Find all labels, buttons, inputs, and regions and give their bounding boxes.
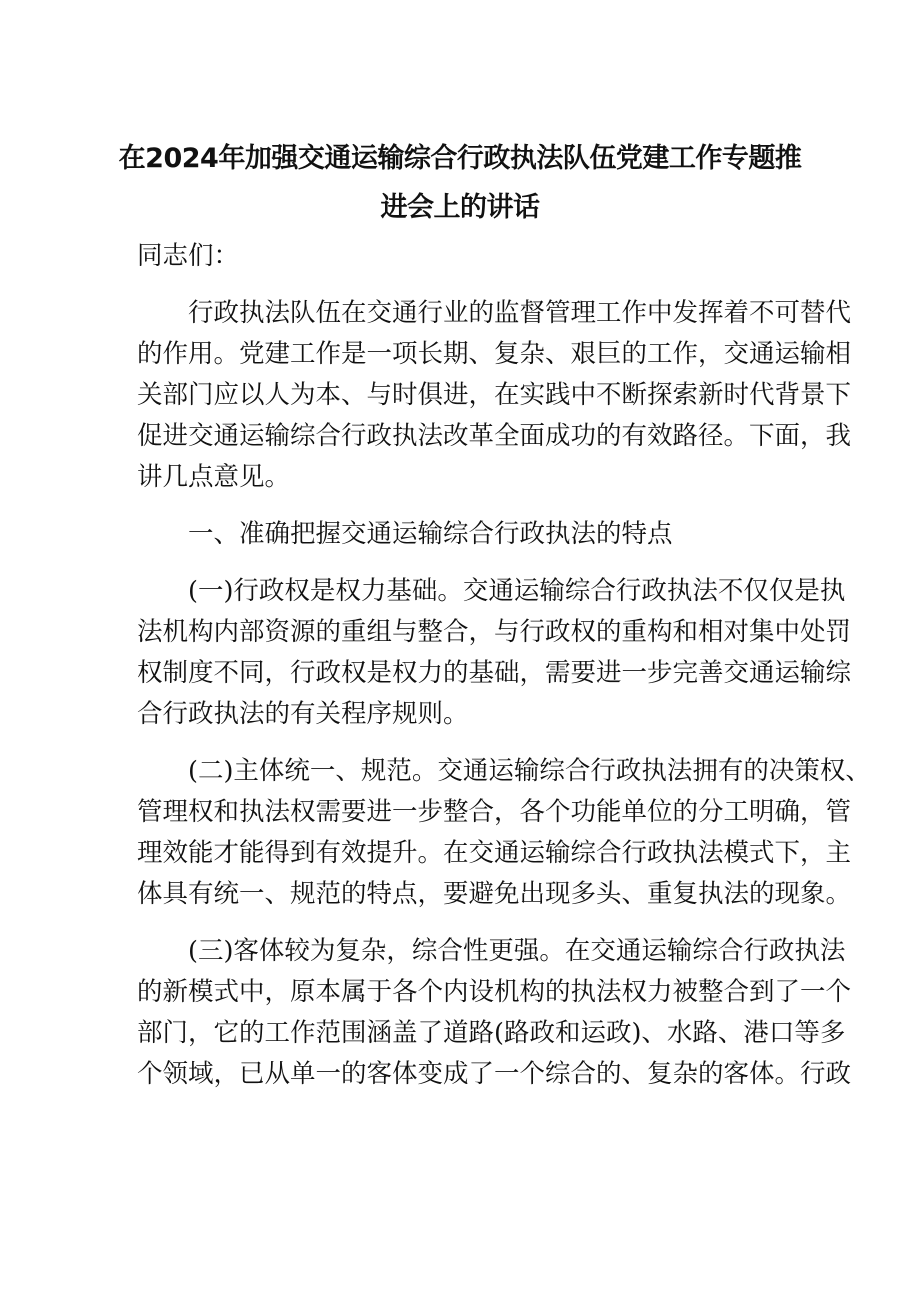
paragraph-line: 行政执法队伍在交通行业的监督管理工作中发挥着不可替代: [188, 298, 852, 328]
paragraph-line: (一)行政权是权力基础。交通运输综合行政执法不仅仅是执: [188, 576, 846, 606]
paragraph-line: (三)客体较为复杂，综合性更强。在交通运输综合行政执法: [188, 936, 846, 966]
paragraph-line: 理效能才能得到有效提升。在交通运输综合行政执法模式下，主: [137, 838, 852, 868]
paragraph-point-3: [137, 931, 852, 1095]
salutation: 同志们：: [137, 241, 240, 271]
document-title-line-2: 进会上的讲话: [380, 192, 540, 223]
paragraph-line: 促进交通运输综合行政执法改革全面成功的有效路径。下面，我: [137, 421, 852, 451]
paragraph-line: 体具有统一、规范的特点，要避免出现多头、重复执法的现象。: [137, 879, 852, 909]
document-body: [137, 236, 871, 1111]
paragraph-line: 关部门应以人为本、与时俱进，在实践中不断探索新时代背景下: [137, 380, 852, 410]
paragraph-point-2: [137, 751, 871, 915]
paragraph-line: 个领域，已从单一的客体变成了一个综合的、复杂的客体。行政: [137, 1059, 852, 1089]
document-title-line-1: 在2024年加强交通运输综合行政执法队伍党建工作专题推: [118, 143, 802, 174]
paragraph-line: 的作用。党建工作是一项长期、复杂、艰巨的工作，交通运输相: [137, 339, 852, 369]
paragraph-line: 讲几点意见。: [137, 462, 291, 492]
paragraph-line: 部门，它的工作范围涵盖了道路(路政和运政)、水路、港口等多: [137, 1018, 846, 1048]
section-heading-text: 一、准确把握交通运输综合行政执法的特点: [188, 519, 673, 549]
section-heading-1: [137, 514, 787, 555]
paragraph-line: 的新模式中，原本属于各个内设机构的执法权力被整合到了一个: [137, 977, 852, 1007]
paragraph-line: 管理权和执法权需要进一步整合，各个功能单位的分工明确，管: [137, 797, 852, 827]
paragraph-intro: [137, 293, 852, 498]
paragraph-line: 合行政执法的有关程序规则。: [137, 699, 469, 729]
paragraph-point-1: [137, 571, 852, 735]
paragraph-line: 权制度不同，行政权是权力的基础，需要进一步完善交通运输综: [137, 658, 852, 688]
paragraph-line: (二)主体统一、规范。交通运输综合行政执法拥有的决策权、: [188, 756, 871, 786]
paragraph-line: 法机构内部资源的重组与整合，与行政权的重构和相对集中处罚: [137, 617, 852, 647]
